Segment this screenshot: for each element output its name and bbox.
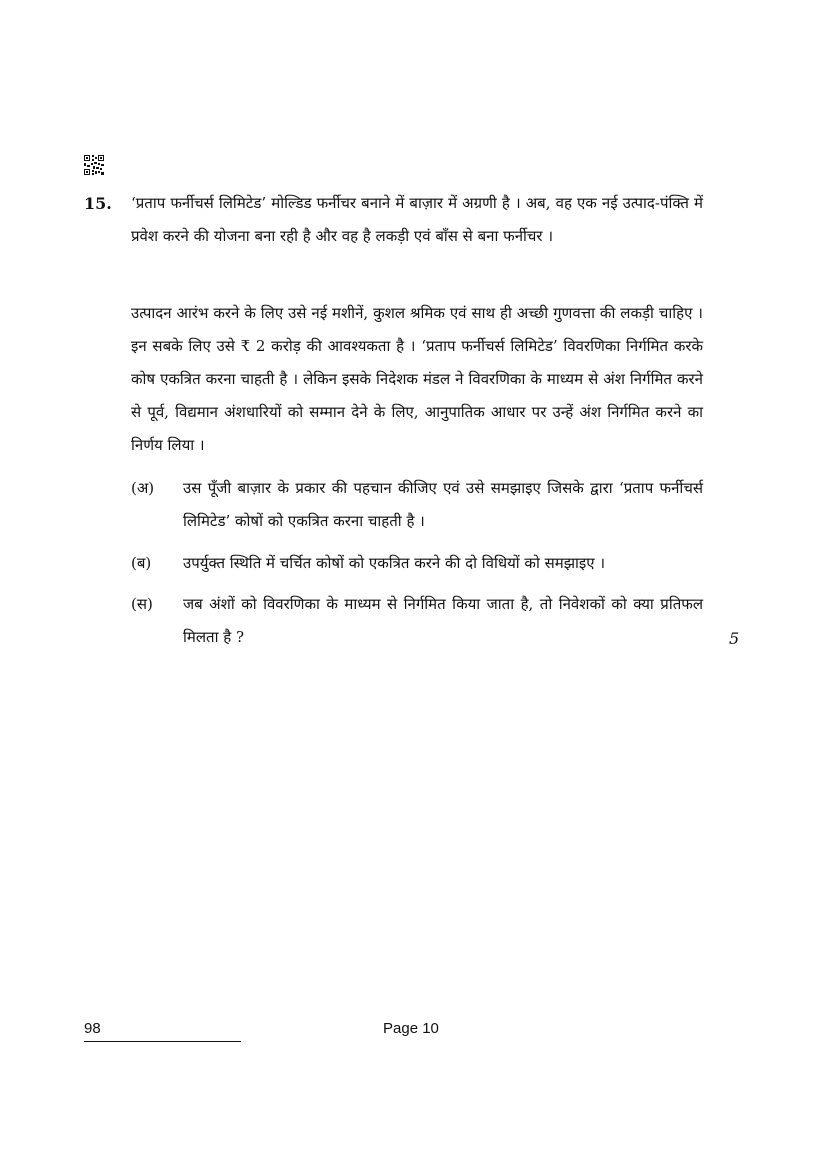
footer-rule	[84, 1041, 241, 1042]
page-number: Page 10	[383, 1020, 439, 1037]
sub-question-text: जब अंशों को विवरणिका के माध्यम से निर्गमित किया जाता है, तो निवेशकों को क्या प्रतिफल मिलता है ?	[183, 595, 703, 646]
paper-code: 98	[84, 1020, 101, 1037]
sub-question-text: उपर्युक्त स्थिति में चर्चित कोषों को एकत्रित करने की दो विधियों को समझाइए ।	[183, 554, 606, 572]
question-number: 15.	[84, 194, 112, 213]
marks: 5	[729, 629, 740, 648]
qr-code-icon	[84, 155, 104, 175]
sub-question-label: (स)	[131, 595, 153, 613]
sub-question-label: (ब)	[131, 554, 152, 572]
sub-question-text: उस पूँजी बाज़ार के प्रकार की पहचान कीजिए एवं उसे समझाइए जिसके द्वारा ‘प्रताप फर्नीचर्स लिमिटेड’ कोषों को एकत्रित करना चाहती है ।	[183, 479, 703, 530]
question-paragraph-1: ‘प्रताप फर्नीचर्स लिमिटेड’ मोल्डिड फर्नीचर बनाने में बाज़ार में अग्रणी है । अब, वह एक नई उत्पाद-पंक्ति में प्रवेश करने की योजना बना रही है और वह है लकड़ी एवं बाँस से बना फर्नीचर ।	[131, 194, 703, 245]
sub-question-label: (अ)	[131, 479, 155, 497]
question-paragraph-2: उत्पादन आरंभ करने के लिए उसे नई मशीनें, कुशल श्रमिक एवं साथ ही अच्छी गुणवत्ता की लकड़ी चाहिए । इन सबके लिए उसे ₹ 2 करोड़ की आवश्यकता है । ‘प्रताप फर्नीचर्स लिमिटेड’ विवरणिका निर्गमित करके कोष एकत्रित करना चाहती है । लेकिन इसके निदेशक मंडल ने विवरणिका के माध्यम से अंश निर्गमित करने से पूर्व, विद्यमान अंशधारियों को सम्मान देने के लिए, आनुपातिक आधार पर उन्हें अंश निर्गमित करने का निर्णय लिया ।	[131, 304, 703, 454]
